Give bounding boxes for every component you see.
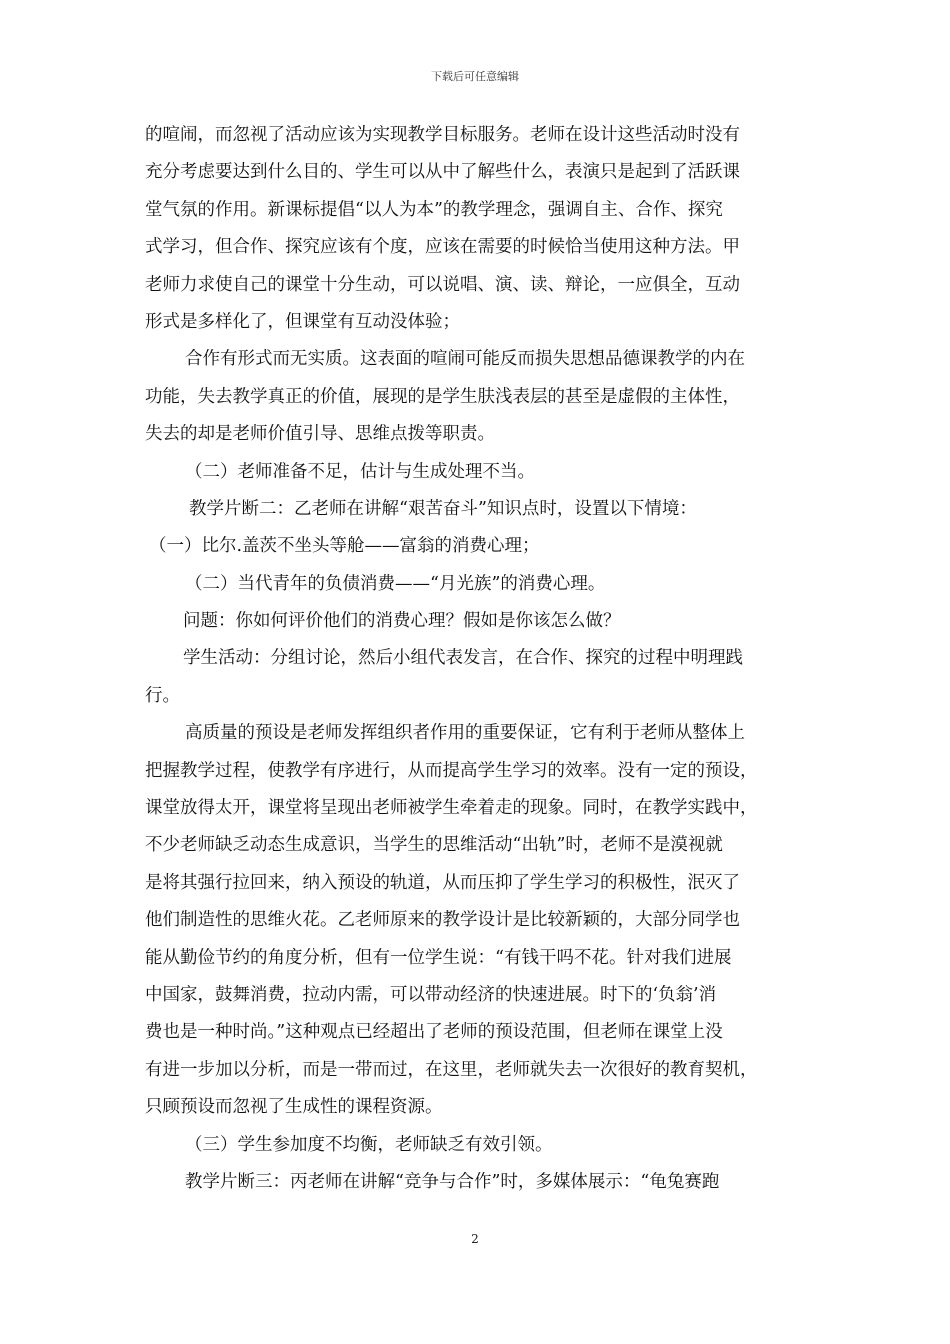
text-line: 只顾预设而忽视了生成性的课程资源。 (145, 1097, 443, 1118)
text-line: 把握教学过程，使教学有序进行，从而提高学生学习的效率。没有一定的预设， (145, 760, 758, 781)
text-line: 学生活动：分组讨论，然后小组代表发言，在合作、探究的过程中明理践 (183, 648, 743, 669)
text-line: 是将其强行拉回来，纳入预设的轨道，从而压抑了学生学习的积极性，泯灭了 (145, 872, 740, 893)
text-line: 有进一步加以分析，而是一带而过，在这里，老师就失去一次很好的教育契机， (145, 1059, 758, 1080)
text-line: 的喧闹，而忽视了活动应该为实现教学目标服务。老师在设计这些活动时没有 (145, 125, 740, 145)
text-line: 老师力求使自己的课堂十分生动，可以说唱、演、读、辩论，一应俱全，互动 (145, 274, 740, 295)
text-line: 教学片断二：乙老师在讲解“艰苦奋斗”知识点时，设置以下情境： (189, 498, 697, 519)
text-line: 问题：你如何评价他们的消费心理？假如是你该怎么做？ (183, 611, 621, 632)
text-line: （二）老师准备不足，估计与生成处理不当。 (185, 461, 535, 482)
page-header: 下载后可任意编辑 (431, 70, 519, 83)
text-line: 行。 (145, 685, 180, 706)
text-line: （一）比尔.盖茨不坐头等舱——富翁的消费心理； (149, 536, 540, 557)
text-line: （三）学生参加度不均衡，老师缺乏有效引领。 (185, 1134, 553, 1155)
text-line: （二）当代青年的负债消费——“月光族”的消费心理。 (185, 573, 606, 594)
text-line: 教学片断三：丙老师在讲解“竞争与合作”时，多媒体展示：“龟兔赛跑 (185, 1171, 720, 1192)
text-line: 课堂放得太开，课堂将呈现出老师被学生牵着走的现象。同时，在教学实践中， (145, 798, 758, 819)
text-line: 能从勤俭节约的角度分析，但有一位学生说：“有钱干吗不花。针对我们进展 (145, 947, 732, 968)
text-line: 费也是一种时尚。”这种观点已经超出了老师的预设范围，但老师在课堂上没 (145, 1022, 723, 1043)
text-line: 形式是多样化了，但课堂有互动没体验； (145, 311, 460, 332)
text-line: 不少老师缺乏动态生成意识，当学生的思维活动“出轨”时，老师不是漠视就 (145, 835, 723, 856)
text-line: 失去的却是老师价值引导、思维点拨等职责。 (145, 424, 495, 445)
document-body (145, 117, 813, 1201)
text-line: 高质量的预设是老师发挥组织者作用的重要保证，它有利于老师从整体上 (185, 723, 745, 744)
text-line: 堂气氛的作用。新课标提倡“以人为本”的教学理念，强调自主、合作、探究 (145, 199, 723, 220)
page-number: 2 (471, 1232, 479, 1246)
text-line: 功能，失去教学真正的价值，展现的是学生肤浅表层的甚至是虚假的主体性， (145, 386, 740, 407)
text-line: 式学习，但合作、探究应该有个度，应该在需要的时候恰当使用这种方法。甲 (145, 237, 740, 258)
text-line: 合作有形式而无实质。这表面的喧闹可能反而损失思想品德课教学的内在 (185, 349, 745, 370)
text-line: 他们制造性的思维火花。乙老师原来的教学设计是比较新颖的，大部分同学也 (145, 910, 740, 931)
text-line: 中国家，鼓舞消费，拉动内需，可以带动经济的快速进展。时下的‘负翁’消 (145, 984, 717, 1005)
text-line: 充分考虑要达到什么目的、学生可以从中了解些什么，表演只是起到了活跃课 (145, 162, 740, 183)
